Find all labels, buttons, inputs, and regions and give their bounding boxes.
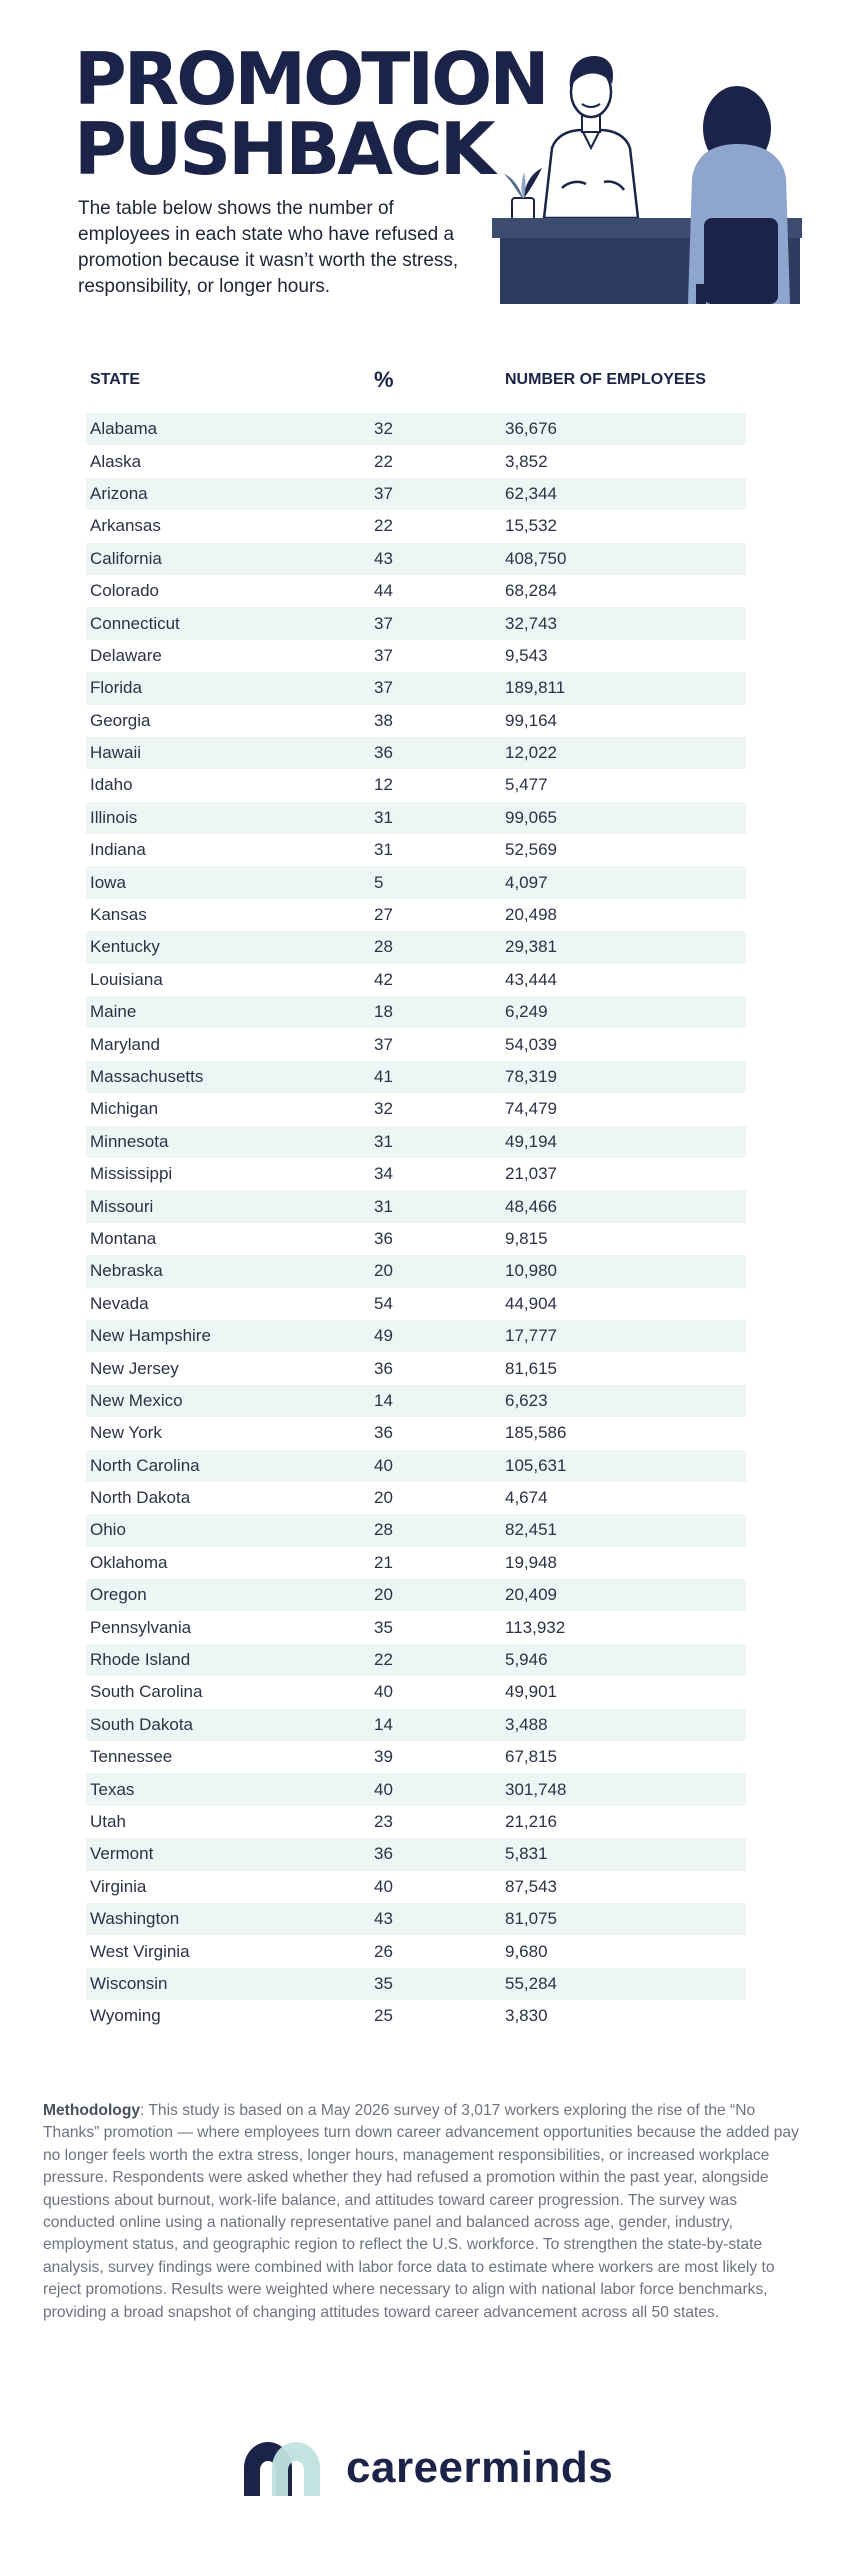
table-row	[86, 1676, 746, 1708]
state-cell: Nebraska	[90, 1261, 163, 1281]
employees-cell: 20,409	[505, 1585, 557, 1605]
table-row	[86, 1644, 746, 1676]
percent-cell: 43	[374, 1909, 393, 1929]
employees-cell: 81,075	[505, 1909, 557, 1929]
employees-cell: 4,674	[505, 1488, 548, 1508]
state-cell: Idaho	[90, 775, 133, 795]
state-cell: Texas	[90, 1779, 135, 1799]
employees-cell: 68,284	[505, 581, 557, 601]
table-row	[86, 1028, 746, 1060]
employees-cell: 15,532	[505, 516, 557, 536]
percent-cell: 40	[374, 1876, 393, 1896]
table-row	[86, 1450, 746, 1482]
employees-cell: 74,479	[505, 1099, 557, 1119]
employees-cell: 6,249	[505, 1002, 548, 1022]
percent-cell: 32	[374, 419, 393, 439]
percent-cell: 39	[374, 1747, 393, 1767]
state-cell: New Mexico	[90, 1390, 183, 1410]
percent-cell: 37	[374, 613, 393, 633]
table-row	[86, 1806, 746, 1838]
percent-cell: 34	[374, 1164, 393, 1184]
logo-text: careerminds	[346, 2443, 614, 2492]
state-cell: Oregon	[90, 1585, 147, 1605]
state-cell: Wisconsin	[90, 1973, 168, 1993]
employees-cell: 81,615	[505, 1358, 557, 1378]
state-cell: Oklahoma	[90, 1552, 168, 1572]
methodology	[43, 2100, 813, 2324]
state-cell: Rhode Island	[90, 1650, 191, 1670]
percent-cell: 38	[374, 710, 393, 730]
state-cell: California	[90, 548, 162, 568]
header-state: STATE	[90, 371, 141, 388]
state-cell: Arkansas	[90, 516, 161, 536]
employees-cell: 105,631	[505, 1455, 567, 1475]
table-body	[86, 413, 746, 2033]
table-row	[86, 1741, 746, 1773]
table-row	[86, 2000, 746, 2032]
table-row	[86, 640, 746, 672]
percent-cell: 35	[374, 1973, 393, 1993]
table-row	[86, 1903, 746, 1935]
employees-cell: 4,097	[505, 872, 548, 892]
employees-cell: 43,444	[505, 969, 557, 989]
percent-cell: 31	[374, 840, 393, 860]
percent-cell: 40	[374, 1455, 393, 1475]
percent-cell: 20	[374, 1585, 393, 1605]
state-cell: South Carolina	[90, 1682, 203, 1702]
employees-cell: 29,381	[505, 937, 557, 957]
state-cell: Massachusetts	[90, 1067, 204, 1086]
table-row	[86, 1547, 746, 1579]
table-row	[86, 607, 746, 639]
logo-mark-icon	[236, 2436, 328, 2500]
percent-cell: 22	[374, 516, 393, 536]
table-row	[86, 1385, 746, 1417]
table-row	[86, 1093, 746, 1125]
state-cell: New York	[90, 1423, 162, 1443]
table-row	[86, 931, 746, 963]
employees-cell: 12,022	[505, 743, 557, 763]
employees-cell: 67,815	[505, 1747, 557, 1767]
percent-cell: 41	[374, 1067, 393, 1086]
percent-cell: 36	[374, 1844, 393, 1864]
percent-cell: 12	[374, 775, 393, 795]
table-row	[86, 1288, 746, 1320]
state-cell: Illinois	[90, 807, 138, 827]
percent-cell: 42	[374, 969, 393, 989]
percent-cell: 14	[374, 1390, 393, 1410]
employees-cell: 3,852	[505, 451, 548, 471]
employees-cell: 17,777	[505, 1326, 557, 1346]
table-row	[86, 1417, 746, 1449]
state-cell: Mississippi	[90, 1164, 173, 1184]
employees-cell: 36,676	[505, 419, 557, 439]
header-employees	[505, 371, 746, 389]
percent-cell: 36	[374, 743, 393, 763]
intro-text: The table below shows the number of employees in each state who have refused a promotion because it wasn’t worth the stress, responsibility, or longer hours.	[78, 198, 459, 297]
employees-cell: 9,543	[505, 645, 548, 665]
state-cell: South Dakota	[90, 1714, 194, 1734]
state-cell: Utah	[90, 1811, 126, 1831]
percent-cell: 25	[374, 2006, 393, 2026]
state-cell: Indiana	[90, 840, 146, 860]
table-row	[86, 672, 746, 704]
methodology-label: Methodology	[43, 2102, 141, 2119]
state-cell: Nevada	[90, 1293, 149, 1313]
percent-cell: 36	[374, 1228, 393, 1248]
percent-cell: 40	[374, 1779, 393, 1799]
table-row	[86, 899, 746, 931]
table-row	[86, 834, 746, 866]
employees-cell: 301,748	[505, 1779, 567, 1799]
title-line-1: PROMOTION	[74, 37, 547, 121]
employees-cell: 55,284	[505, 1973, 557, 1993]
table-row	[86, 802, 746, 834]
state-cell: Ohio	[90, 1520, 126, 1540]
table-row	[86, 1320, 746, 1352]
table-row	[86, 1579, 746, 1611]
employees-cell: 78,319	[505, 1067, 557, 1086]
state-cell: New Hampshire	[90, 1326, 211, 1346]
percent-cell: 36	[374, 1358, 393, 1378]
employees-cell: 5,946	[505, 1650, 548, 1670]
state-cell: Louisiana	[90, 969, 163, 989]
state-cell: Alabama	[90, 419, 158, 439]
employees-cell: 9,680	[505, 1941, 548, 1961]
table-row	[86, 1352, 746, 1384]
percent-cell: 54	[374, 1293, 393, 1313]
table-row	[86, 510, 746, 542]
table-row	[86, 1709, 746, 1741]
percent-cell: 37	[374, 645, 393, 665]
percent-cell: 35	[374, 1617, 393, 1637]
table-row	[86, 1482, 746, 1514]
header-employees-label: NUMBER OF EMPLOYEES	[505, 371, 706, 388]
state-cell: Washington	[90, 1909, 180, 1929]
percent-cell: 22	[374, 451, 393, 471]
percent-cell: 23	[374, 1811, 393, 1831]
percent-cell: 22	[374, 1650, 393, 1670]
employees-cell: 6,623	[505, 1390, 548, 1410]
table-row	[86, 575, 746, 607]
title-line-2: PUSHBACK	[74, 107, 493, 191]
table-row	[86, 1126, 746, 1158]
table-row	[86, 1968, 746, 2000]
percent-cell: 27	[374, 905, 393, 925]
state-cell: Delaware	[90, 645, 162, 665]
state-cell: Michigan	[90, 1099, 159, 1119]
table-row	[86, 1838, 746, 1870]
percent-cell: 20	[374, 1488, 393, 1508]
percent-cell: 5	[374, 872, 384, 892]
table-row	[86, 1223, 746, 1255]
percent-cell: 20	[374, 1261, 393, 1281]
state-cell: Vermont	[90, 1844, 154, 1864]
percent-cell: 18	[374, 1002, 393, 1022]
state-table	[86, 360, 746, 2033]
table-row	[86, 1871, 746, 1903]
state-cell: West Virginia	[90, 1941, 190, 1961]
employees-cell: 9,815	[505, 1228, 548, 1248]
state-cell: Pennsylvania	[90, 1617, 192, 1637]
state-cell: Alaska	[90, 451, 142, 471]
employees-cell: 99,164	[505, 710, 557, 730]
table-row	[86, 1190, 746, 1222]
state-cell: Maine	[90, 1002, 137, 1022]
state-cell: Iowa	[90, 872, 126, 892]
table-row	[86, 1773, 746, 1805]
employees-cell: 3,488	[505, 1714, 548, 1734]
state-cell: Virginia	[90, 1876, 147, 1896]
employees-cell: 87,543	[505, 1876, 557, 1896]
employees-cell: 185,586	[505, 1423, 567, 1443]
table-row	[86, 1514, 746, 1546]
state-cell: Connecticut	[90, 613, 180, 633]
percent-cell: 32	[374, 1099, 393, 1119]
page-title	[74, 37, 547, 191]
state-cell: North Dakota	[90, 1488, 191, 1508]
table-row	[86, 1158, 746, 1190]
table-row	[86, 1061, 746, 1093]
state-cell: Montana	[90, 1228, 157, 1248]
state-cell: Tennessee	[90, 1747, 173, 1767]
table-row	[86, 413, 746, 445]
employees-cell: 82,451	[505, 1520, 557, 1540]
employees-cell: 32,743	[505, 613, 557, 633]
employees-cell: 113,932	[505, 1617, 566, 1637]
percent-cell: 37	[374, 1034, 393, 1054]
header-percent: %	[374, 367, 394, 392]
state-cell: Kentucky	[90, 937, 160, 957]
employees-cell: 408,750	[505, 548, 567, 568]
state-cell: Arizona	[90, 483, 148, 503]
percent-cell: 31	[374, 1196, 393, 1216]
state-cell: Maryland	[90, 1034, 160, 1054]
percent-cell: 21	[374, 1552, 393, 1572]
percent-cell: 28	[374, 937, 393, 957]
table-header	[86, 360, 746, 400]
employees-cell: 3,830	[505, 2006, 548, 2026]
state-cell: Florida	[90, 678, 142, 698]
table-row	[86, 543, 746, 575]
percent-cell: 37	[374, 483, 393, 503]
state-cell: Hawaii	[90, 743, 142, 763]
table-row	[86, 1255, 746, 1287]
table-row	[86, 478, 746, 510]
state-cell: Missouri	[90, 1196, 154, 1216]
table-row	[86, 769, 746, 801]
employees-cell: 19,948	[505, 1552, 557, 1572]
percent-cell: 28	[374, 1520, 393, 1540]
employees-cell: 49,901	[505, 1682, 557, 1702]
employees-cell: 20,498	[505, 905, 557, 925]
percent-cell: 31	[374, 1131, 393, 1151]
table-row	[86, 866, 746, 898]
state-cell: Wyoming	[90, 2006, 161, 2026]
employees-cell: 21,037	[505, 1164, 557, 1184]
table-row	[86, 964, 746, 996]
state-cell: Minnesota	[90, 1131, 169, 1151]
careerminds-logo	[236, 2436, 613, 2500]
percent-cell: 37	[374, 678, 393, 698]
employees-cell: 44,904	[505, 1293, 557, 1313]
table-row	[86, 1935, 746, 1967]
employees-cell: 99,065	[505, 807, 557, 827]
employees-cell: 54,039	[505, 1034, 557, 1054]
employees-cell: 189,811	[505, 678, 566, 698]
table-row	[86, 705, 746, 737]
employees-cell: 5,477	[505, 775, 548, 795]
table-row	[86, 996, 746, 1028]
table-row	[86, 1611, 746, 1643]
percent-cell: 36	[374, 1423, 393, 1443]
employees-cell: 21,216	[505, 1811, 557, 1831]
percent-cell: 43	[374, 548, 393, 568]
percent-cell: 31	[374, 807, 393, 827]
percent-cell: 49	[374, 1326, 393, 1346]
state-cell: Georgia	[90, 710, 151, 730]
state-cell: Colorado	[90, 581, 159, 601]
employees-cell: 5,831	[505, 1844, 548, 1864]
state-cell: New Jersey	[90, 1358, 179, 1378]
employees-cell: 48,466	[505, 1196, 557, 1216]
state-cell: North Carolina	[90, 1455, 200, 1475]
employees-cell: 10,980	[505, 1261, 557, 1281]
interview-illustration	[482, 48, 822, 308]
methodology-text: : This study is based on a May 2026 survey of 3,017 workers exploring the rise of the “No Thanks” promotion — where employees turn down career advancement opportunities because the added pay no longer feels worth the extra stress, longer hours, management responsibilities, or increased workplace pressure. Respondents were asked whether they had refused a promotion within the past year, alongside questions about burnout, work-life balance, and attitudes toward career progression. The survey was conducted online using a nationally representative panel and balanced across age, gender, industry, employment status, and geographic region to reflect the U.S. workforce. To strengthen the state-by-state analysis, survey findings were combined with labor force data to estimate where workers are most likely to reject promotions. Results were weighted where necessary to align with national labor force benchmarks, providing a broad snapshot of changing attitudes toward career advancement across all 50 states.	[43, 2102, 799, 2321]
employees-cell: 49,194	[505, 1131, 557, 1151]
percent-cell: 40	[374, 1682, 393, 1702]
percent-cell: 44	[374, 581, 393, 601]
employees-cell: 52,569	[505, 840, 557, 860]
state-cell: Kansas	[90, 905, 147, 925]
table-row	[86, 737, 746, 769]
percent-cell: 14	[374, 1714, 393, 1734]
table-row	[86, 445, 746, 477]
employees-cell: 62,344	[505, 483, 557, 503]
percent-cell: 26	[374, 1941, 393, 1961]
